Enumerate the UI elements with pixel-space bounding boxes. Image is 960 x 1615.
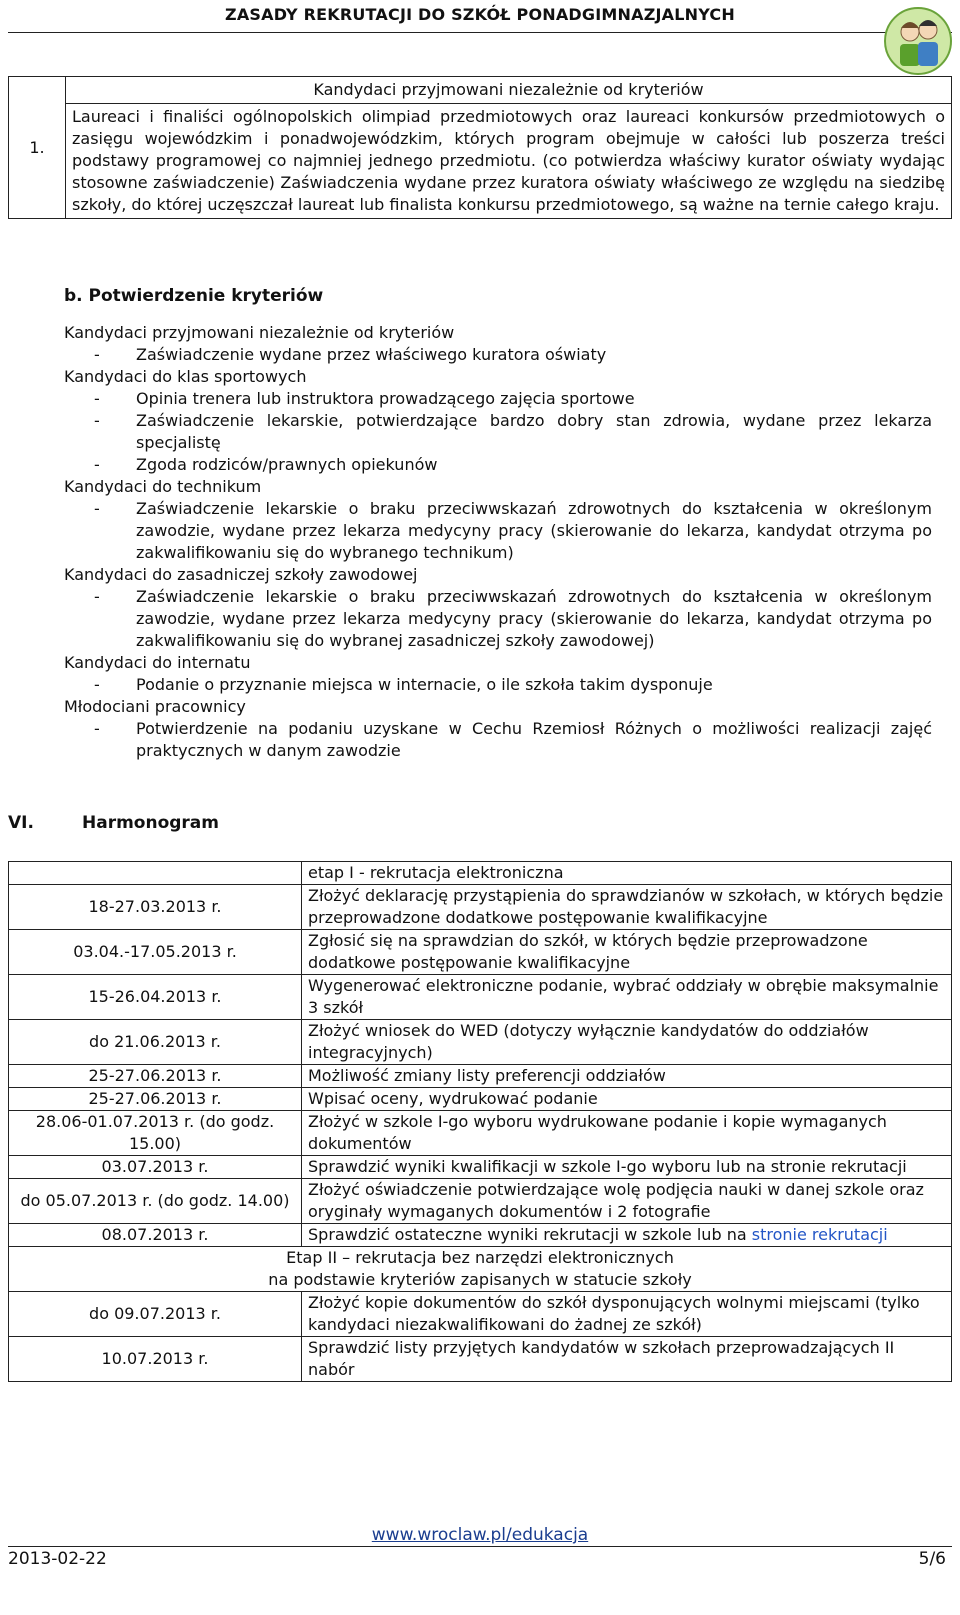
- schedule-date: do 09.07.2013 r.: [9, 1292, 302, 1337]
- confirmation-group: [64, 652, 932, 696]
- footer-date: 2013-02-22: [8, 1549, 107, 1569]
- schedule-task: Wpisać oceny, wydrukować podanie: [302, 1088, 952, 1111]
- stage-1-heading: etap I - rekrutacja elektroniczna: [302, 862, 952, 885]
- table-row: [9, 1292, 952, 1337]
- group-heading: Kandydaci do klas sportowych: [64, 367, 307, 386]
- schedule-date: do 21.06.2013 r.: [9, 1020, 302, 1065]
- schedule-date: do 05.07.2013 r. (do godz. 14.00): [9, 1179, 302, 1224]
- schedule-task: Złożyć w szkole I-go wyboru wydrukowane podanie i kopie wymaganych dokumentów: [302, 1111, 952, 1156]
- criteria-table: [8, 76, 952, 219]
- schedule-date: 03.07.2013 r.: [9, 1156, 302, 1179]
- list-item: - Podanie o przyznanie miejsca w internacie, o ile szkoła takim dysponuje: [94, 675, 713, 694]
- table-row: [9, 1088, 952, 1111]
- table-row: [9, 1224, 952, 1247]
- criteria-heading: Kandydaci przyjmowani niezależnie od kryteriów: [66, 77, 952, 104]
- schedule-date: 15-26.04.2013 r.: [9, 975, 302, 1020]
- table-row: [9, 975, 952, 1020]
- schedule-date: 08.07.2013 r.: [9, 1224, 302, 1247]
- group-heading: Kandydaci do zasadniczej szkoły zawodowej: [64, 565, 418, 584]
- schedule-task: Złożyć deklarację przystąpienia do sprawdzianów w szkołach, w których będzie przeprowadzone dodatkowe postępowanie kwalifikacyjne: [302, 885, 952, 930]
- schedule-task: Sprawdzić wyniki kwalifikacji w szkole I-go wyboru lub na stronie rekrutacji: [302, 1156, 952, 1179]
- item-text: Zaświadczenie lekarskie, potwierdzające bardzo dobry stan zdrowia, wydane przez lekarza specjalistę: [136, 411, 932, 452]
- schedule-task: Możliwość zmiany listy preferencji oddziałów: [302, 1065, 952, 1088]
- confirmation-list: [64, 322, 932, 762]
- schedule-task: Wygenerować elektroniczne podanie, wybrać oddziały w obrębie maksymalnie 3 szkół: [302, 975, 952, 1020]
- table-row: [9, 1156, 952, 1179]
- schedule-date: 25-27.06.2013 r.: [9, 1065, 302, 1088]
- criteria-body: Laureaci i finaliści ogólnopolskich olimpiad przedmiotowych oraz laureaci konkursów przedmiotowych o zasięgu wojewódzkim i ponadwojewódzkim, których program obejmuje w całości lub poszerza treści podstawy programowej co najmniej jednego przedmiotu. (co potwierdza właściwy kurator oświaty wydając stosowne zaświadczenie) Zaświadczenia wydane przez kuratora oświaty właściwego ze względu na siedzibę szkoły, do której uczęszczał laureat lub finalista konkursu przedmiotowego, są ważne na ternie całego kraju.: [66, 104, 952, 219]
- document-header-title: ZASADY REKRUTACJI DO SZKÓŁ PONADGIMNAZJALNYCH: [225, 5, 735, 24]
- confirmation-group: [64, 322, 932, 366]
- footer-url-link[interactable]: www.wroclaw.pl/edukacja: [371, 1525, 589, 1545]
- schedule-task: Sprawdzić listy przyjętych kandydatów w szkołach przeprowadzających II nabór: [302, 1337, 952, 1382]
- stage-2-subtitle: na podstawie kryteriów zapisanych w statucie szkoły: [268, 1270, 692, 1289]
- schedule-date: 28.06-01.07.2013 r. (do godz. 15.00): [9, 1111, 302, 1156]
- section-number: VI.: [8, 813, 34, 833]
- schedule-table: [8, 861, 952, 1382]
- group-heading: Kandydaci przyjmowani niezależnie od kryteriów: [64, 323, 455, 342]
- schedule-task: Złożyć oświadczenie potwierdzające wolę podjęcia nauki w danej szkole oraz oryginały wymaganych dokumentów i 2 fotografie: [302, 1179, 952, 1224]
- schedule-date: 18-27.03.2013 r.: [9, 885, 302, 930]
- schedule-task: Złożyć wniosek do WED (dotyczy wyłącznie kandydatów do oddziałów integracyjnych): [302, 1020, 952, 1065]
- table-row: [9, 1065, 952, 1088]
- schedule-date: 25-27.06.2013 r.: [9, 1088, 302, 1111]
- schedule-task: Złożyć kopie dokumentów do szkół dysponujących wolnymi miejscami (tylko kandydaci niezakwalifikowani do żadnej ze szkół): [302, 1292, 952, 1337]
- list-item: - Zaświadczenie lekarskie o braku przeciwwskazań zdrowotnych do kształcenia w określonym zawodzie, wydane przez lekarza medycyny pracy (skierowanie do lekarza, kandydat otrzyma po zakwalifikowaniu się do wybranego technikum): [94, 499, 932, 562]
- confirmation-group: [64, 476, 932, 564]
- confirmation-group: [64, 696, 932, 762]
- table-row: [9, 1337, 952, 1382]
- table-row: [9, 885, 952, 930]
- schedule-date: 10.07.2013 r.: [9, 1337, 302, 1382]
- table-row: [9, 930, 952, 975]
- section-b-title: b. Potwierdzenie kryteriów: [64, 286, 324, 306]
- task-text: Sprawdzić ostateczne wyniki rekrutacji w szkole lub na: [308, 1225, 747, 1244]
- list-item: - Zaświadczenie lekarskie o braku przeciwwskazań zdrowotnych do kształcenia w określonym zawodzie, wydane przez lekarza medycyny pracy (skierowanie do lekarza, kandydat otrzyma po zakwalifikowaniu się do wybranej zasadniczej szkoły zawodowej): [94, 587, 932, 650]
- item-text: Zaświadczenie wydane przez właściwego kuratora oświaty: [136, 345, 607, 364]
- schedule-task: [302, 1224, 952, 1247]
- group-heading: Młodociani pracownicy: [64, 697, 246, 716]
- list-item: - Zaświadczenie lekarskie, potwierdzające bardzo dobry stan zdrowia, wydane przez lekarza specjalistę: [94, 411, 932, 452]
- list-item: - Zaświadczenie wydane przez właściwego kuratora oświaty: [94, 345, 607, 364]
- confirmation-group: [64, 564, 932, 652]
- group-heading: Kandydaci do internatu: [64, 653, 251, 672]
- stage-2-title: Etap II – rekrutacja bez narzędzi elektronicznych: [286, 1248, 674, 1267]
- item-text: Zaświadczenie lekarskie o braku przeciwwskazań zdrowotnych do kształcenia w określonym zawodzie, wydane przez lekarza medycyny pracy (skierowanie do lekarza, kandydat otrzyma po zakwalifikowaniu się do wybranej zasadniczej szkoły zawodowej): [136, 587, 932, 650]
- item-text: Podanie o przyznanie miejsca w internacie, o ile szkoła takim dysponuje: [136, 675, 713, 694]
- item-text: Potwierdzenie na podaniu uzyskane w Cechu Rzemiosł Różnych o możliwości realizacji zajęć praktycznych w danym zawodzie: [136, 719, 932, 760]
- page-number: 5/6: [918, 1549, 946, 1569]
- list-item: - Potwierdzenie na podaniu uzyskane w Cechu Rzemiosł Różnych o możliwości realizacji zajęć praktycznych w danym zawodzie: [94, 719, 932, 760]
- header-divider: [8, 32, 952, 33]
- confirmation-group: [64, 366, 932, 476]
- stage-header-row: [9, 1247, 952, 1292]
- criteria-row-number: 1.: [9, 77, 66, 219]
- stage-2-heading: [9, 1247, 952, 1292]
- schedule-task: Zgłosić się na sprawdzian do szkół, w których będzie przeprowadzone dodatkowe postępowanie kwalifikacyjne: [302, 930, 952, 975]
- stage-header-row: [9, 862, 952, 885]
- table-row: [9, 1111, 952, 1156]
- item-text: Zaświadczenie lekarskie o braku przeciwwskazań zdrowotnych do kształcenia w określonym zawodzie, wydane przez lekarza medycyny pracy (skierowanie do lekarza, kandydat otrzyma po zakwalifikowaniu się do wybranego technikum): [136, 499, 932, 562]
- item-text: Opinia trenera lub instruktora prowadzącego zajęcia sportowe: [136, 389, 635, 408]
- schedule-date: 03.04.-17.05.2013 r.: [9, 930, 302, 975]
- list-item: - Opinia trenera lub instruktora prowadzącego zajęcia sportowe: [94, 389, 635, 408]
- section-title: Harmonogram: [82, 813, 219, 833]
- table-row: [9, 1179, 952, 1224]
- item-text: Zgoda rodziców/prawnych opiekunów: [136, 455, 438, 474]
- recruitment-page-link[interactable]: stronie rekrutacji: [751, 1225, 888, 1244]
- table-row: [9, 1020, 952, 1065]
- list-item: - Zgoda rodziców/prawnych opiekunów: [94, 455, 438, 474]
- education-logo-icon: [880, 6, 956, 76]
- group-heading: Kandydaci do technikum: [64, 477, 262, 496]
- footer-divider: [8, 1546, 952, 1547]
